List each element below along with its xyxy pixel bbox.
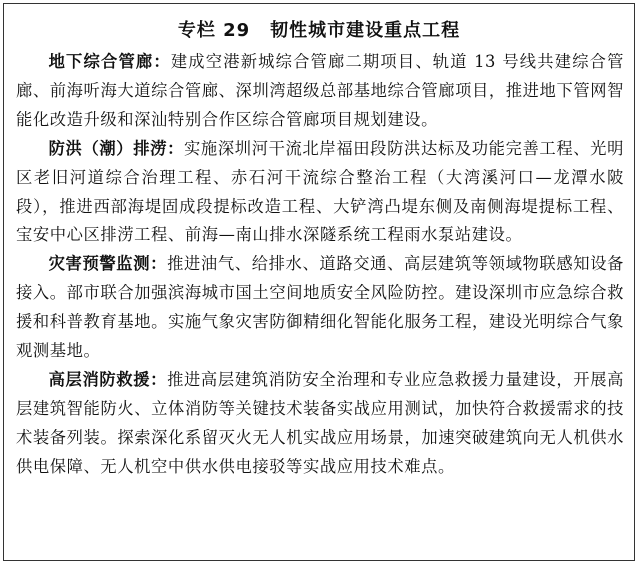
section-body: 建成空港新城综合管廊二期项目、轨道 13 号线共建综合管廊、前海听海大道综合管廊、深圳湾超级总部基地综合管廊项目，推进地下管网智能化改造升级和深汕特别合作区综合管廊项目规划建设。: [16, 52, 625, 129]
section-heading: 防洪（潮）排涝：: [48, 138, 184, 158]
section-high-rise-fire-rescue: [16, 366, 624, 482]
section-body: 推进油气、给排水、道路交通、高层建筑等领域物联感知设备接入。部市联合加强滨海城市国土空间地质安全风险防控。建设深圳市应急综合救援和科普教育基地。实施气象灾害防御精细化智能化服务工程，建设光明综合气象观测基地。: [16, 254, 625, 361]
box-title-text: 韧性城市建设重点工程: [270, 20, 461, 41]
box-title: [4, 16, 634, 42]
box-title-number: 专栏 29: [177, 20, 251, 41]
section-body: 推进高层建筑消防安全治理和专业应急救援力量建设，开展高层建筑智能防火、立体消防等关键技术装备实战应用测试，加快符合救援需求的技术装备列装。探索深化系留灭火无人机实战应用场景，加速突破建筑向无人机供水供电保障、无人机空中供水供电接驳等实战应用技术难点。: [16, 369, 625, 476]
box-content: [16, 48, 624, 482]
section-body: 实施深圳河干流北岸福田段防洪达标及功能完善工程、光明区老旧河道综合治理工程、赤石河干流综合整治工程（大湾溪河口—龙潭水陂段），推进西部海堤固成段提标改造工程、大铲湾凸堤东侧及南侧海堤提标工程、宝安中心区排涝工程、前海—南山排水深隧系统工程雨水泵站建设。: [16, 138, 624, 245]
section-heading: 高层消防救援：: [48, 369, 168, 389]
feature-box: [3, 3, 635, 561]
section-heading: 地下综合管廊：: [48, 52, 171, 71]
section-heading: 灾害预警监测：: [48, 254, 168, 274]
section-flood-control: [16, 135, 624, 251]
section-disaster-warning: [16, 250, 624, 366]
section-underground-pipe-gallery: [16, 48, 624, 135]
